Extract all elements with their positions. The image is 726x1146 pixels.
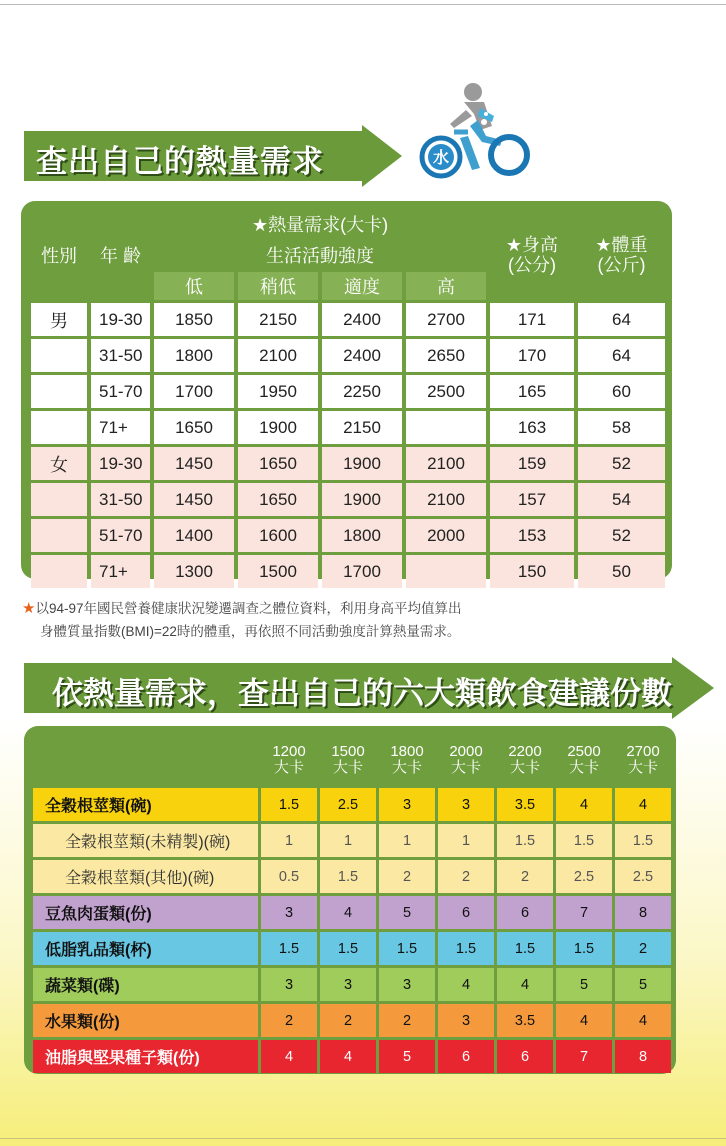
serving-value: 6 <box>438 1040 494 1073</box>
cell-high: 2000 <box>406 519 486 552</box>
table-row <box>33 860 671 893</box>
cell-sex <box>31 411 87 444</box>
food-group-name: 豆魚肉蛋類(份) <box>33 896 258 929</box>
food-group-name: 油脂與堅果種子類(份) <box>33 1040 258 1073</box>
section-title-banner <box>24 125 404 187</box>
cell-mod: 2250 <box>322 375 402 408</box>
food-group-name: 蔬菜類(碟) <box>33 968 258 1001</box>
serving-value: 1.5 <box>320 932 376 965</box>
serving-value: 3 <box>379 968 435 1001</box>
header-level: 高 <box>406 272 486 300</box>
calorie-requirement-table <box>21 201 672 579</box>
footnote-line-2: 身體質量指數(BMI)=22時的體重，再依照不同活動強度計算熱量需求。 <box>40 624 461 639</box>
serving-value: 1 <box>320 824 376 857</box>
cell-height: 165 <box>490 375 574 408</box>
kcal-unit: 大卡 <box>568 759 599 776</box>
kcal-unit: 大卡 <box>273 759 304 776</box>
cell-mod: 2150 <box>322 411 402 444</box>
cell-high: 2100 <box>406 483 486 516</box>
serving-value: 1 <box>261 824 317 857</box>
cell-low: 1650 <box>154 411 234 444</box>
cell-height: 171 <box>490 303 574 336</box>
header-weight: ★體重 (公斤) <box>578 210 665 300</box>
serving-value: 7 <box>556 1040 612 1073</box>
header-kcal-column <box>320 735 376 785</box>
cell-height: 150 <box>490 555 574 588</box>
cell-mod: 1700 <box>322 555 402 588</box>
serving-value: 4 <box>320 896 376 929</box>
serving-value: 2 <box>615 932 671 965</box>
cell-weight: 58 <box>578 411 665 444</box>
top-divider <box>0 4 726 5</box>
serving-value: 2 <box>438 860 494 893</box>
cell-weight: 54 <box>578 483 665 516</box>
serving-value: 2 <box>261 1004 317 1037</box>
serving-value: 5 <box>556 968 612 1001</box>
cell-mod: 2400 <box>322 303 402 336</box>
serving-value: 5 <box>379 896 435 929</box>
cell-height: 157 <box>490 483 574 516</box>
cell-low: 1400 <box>154 519 234 552</box>
kcal-value: 1200 <box>272 743 306 760</box>
table-row <box>33 896 671 929</box>
serving-value: 2.5 <box>320 788 376 821</box>
serving-value: 2 <box>320 1004 376 1037</box>
cell-weight: 64 <box>578 303 665 336</box>
kcal-unit: 大卡 <box>332 759 363 776</box>
cell-age: 19-30 <box>91 303 150 336</box>
header-energy: ★熱量需求(大卡) <box>154 210 486 238</box>
header-level: 低 <box>154 272 234 300</box>
header-kcal-column <box>379 735 435 785</box>
cell-age: 71+ <box>91 411 150 444</box>
cell-high: 2650 <box>406 339 486 372</box>
serving-value: 1.5 <box>556 824 612 857</box>
food-group-name: 水果類(份) <box>33 1004 258 1037</box>
cell-mlow: 1500 <box>238 555 318 588</box>
bottom-divider <box>0 1138 726 1139</box>
serving-value: 2.5 <box>615 860 671 893</box>
cell-mlow: 1900 <box>238 411 318 444</box>
serving-value: 4 <box>438 968 494 1001</box>
serving-value: 1.5 <box>556 932 612 965</box>
cell-age: 31-50 <box>91 483 150 516</box>
table-row <box>31 339 665 372</box>
serving-value: 6 <box>497 1040 553 1073</box>
serving-value: 5 <box>615 968 671 1001</box>
cell-height: 153 <box>490 519 574 552</box>
serving-value: 3 <box>438 1004 494 1037</box>
serving-value: 1.5 <box>497 932 553 965</box>
table-row <box>31 447 665 480</box>
header-height: ★身高 (公分) <box>490 210 574 300</box>
cell-high: 2500 <box>406 375 486 408</box>
serving-value: 4 <box>497 968 553 1001</box>
header-kcal-column <box>615 735 671 785</box>
table-row <box>31 411 665 444</box>
cell-low: 1850 <box>154 303 234 336</box>
serving-value: 5 <box>379 1040 435 1073</box>
table-row <box>31 375 665 408</box>
cell-weight: 50 <box>578 555 665 588</box>
cell-age: 51-70 <box>91 375 150 408</box>
serving-value: 2 <box>497 860 553 893</box>
food-group-name: 低脂乳品類(杯) <box>33 932 258 965</box>
food-group-name: 全穀根莖類(未精製)(碗) <box>33 824 258 857</box>
serving-value: 3.5 <box>497 1004 553 1037</box>
cell-height: 170 <box>490 339 574 372</box>
serving-value: 7 <box>556 896 612 929</box>
header-level: 適度 <box>322 272 402 300</box>
header-age: 年 齡 <box>91 210 150 300</box>
serving-value: 3 <box>261 896 317 929</box>
cell-mod: 1900 <box>322 447 402 480</box>
table-row <box>33 932 671 965</box>
serving-value: 4 <box>615 1004 671 1037</box>
table-row <box>33 788 671 821</box>
kcal-unit: 大卡 <box>450 759 481 776</box>
serving-value: 2 <box>379 1004 435 1037</box>
serving-value: 1.5 <box>320 860 376 893</box>
serving-value: 4 <box>261 1040 317 1073</box>
serving-value: 3 <box>438 788 494 821</box>
table-row <box>31 483 665 516</box>
cell-low: 1300 <box>154 555 234 588</box>
kcal-value: 1800 <box>390 743 424 760</box>
serving-value: 1 <box>438 824 494 857</box>
cell-sex <box>31 555 87 588</box>
food-group-name: 全穀根莖類(其他)(碗) <box>33 860 258 893</box>
serving-value: 1.5 <box>261 788 317 821</box>
kcal-value: 2700 <box>626 743 660 760</box>
serving-value: 1 <box>379 824 435 857</box>
header-kcal-column <box>261 735 317 785</box>
kcal-unit: 大卡 <box>509 759 540 776</box>
section-title-2: 依熱量需求，查出自己的六大類飲食建議份數 <box>52 676 672 711</box>
cell-sex <box>31 483 87 516</box>
kcal-value: 2500 <box>567 743 601 760</box>
serving-value: 1.5 <box>615 824 671 857</box>
kcal-value: 1500 <box>331 743 365 760</box>
kcal-unit: 大卡 <box>391 759 422 776</box>
cell-age: 51-70 <box>91 519 150 552</box>
serving-value: 4 <box>615 788 671 821</box>
header-blank <box>33 735 258 785</box>
cell-weight: 64 <box>578 339 665 372</box>
table-row <box>31 519 665 552</box>
serving-value: 3 <box>261 968 317 1001</box>
serving-value: 4 <box>556 1004 612 1037</box>
cell-low: 1450 <box>154 447 234 480</box>
serving-value: 4 <box>556 788 612 821</box>
cell-high <box>406 555 486 588</box>
cell-mlow: 2150 <box>238 303 318 336</box>
food-servings-table <box>24 726 676 1074</box>
section-title-banner-2 <box>24 657 714 719</box>
cell-low: 1800 <box>154 339 234 372</box>
cell-weight: 52 <box>578 447 665 480</box>
header-kcal-column <box>556 735 612 785</box>
kcal-value: 2200 <box>508 743 542 760</box>
cell-sex <box>31 375 87 408</box>
footnote <box>22 597 461 643</box>
cell-low: 1700 <box>154 375 234 408</box>
serving-value: 0.5 <box>261 860 317 893</box>
cell-mod: 1800 <box>322 519 402 552</box>
cell-high: 2100 <box>406 447 486 480</box>
star-icon: ★ <box>22 600 36 617</box>
kcal-unit: 大卡 <box>627 759 658 776</box>
serving-value: 6 <box>497 896 553 929</box>
cell-sex: 男 <box>31 303 87 336</box>
cell-weight: 60 <box>578 375 665 408</box>
cell-height: 163 <box>490 411 574 444</box>
table-row <box>31 555 665 588</box>
logo-text: 水 <box>432 148 450 167</box>
table-row <box>31 303 665 336</box>
cell-age: 31-50 <box>91 339 150 372</box>
serving-value: 2 <box>379 860 435 893</box>
header-activity: 生活活動強度 <box>154 241 486 269</box>
cell-age: 71+ <box>91 555 150 588</box>
cell-low: 1450 <box>154 483 234 516</box>
cell-age: 19-30 <box>91 447 150 480</box>
cell-sex <box>31 339 87 372</box>
food-group-name: 全穀根莖類(碗) <box>33 788 258 821</box>
cell-mod: 2400 <box>322 339 402 372</box>
serving-value: 1.5 <box>497 824 553 857</box>
serving-value: 4 <box>320 1040 376 1073</box>
serving-value: 1.5 <box>379 932 435 965</box>
serving-value: 8 <box>615 1040 671 1073</box>
cell-mlow: 1650 <box>238 447 318 480</box>
serving-value: 3 <box>379 788 435 821</box>
header-level: 稍低 <box>238 272 318 300</box>
table-row <box>33 1004 671 1037</box>
cell-sex: 女 <box>31 447 87 480</box>
serving-value: 3 <box>320 968 376 1001</box>
cyclist-logo <box>410 80 540 184</box>
serving-value: 1.5 <box>438 932 494 965</box>
footnote-line-1: 以94-97年國民營養健康狀況變遷調查之體位資料，利用身高平均值算出 <box>35 601 462 616</box>
header-kcal-column <box>497 735 553 785</box>
section-title: 查出自己的熱量需求 <box>36 144 324 179</box>
cell-high <box>406 411 486 444</box>
header-kcal-column <box>438 735 494 785</box>
table-row <box>33 968 671 1001</box>
cell-mlow: 1600 <box>238 519 318 552</box>
header-sex: 性別 <box>31 210 87 300</box>
cell-mod: 1900 <box>322 483 402 516</box>
serving-value: 1.5 <box>261 932 317 965</box>
cell-mlow: 2100 <box>238 339 318 372</box>
cell-mlow: 1650 <box>238 483 318 516</box>
cell-weight: 52 <box>578 519 665 552</box>
cell-high: 2700 <box>406 303 486 336</box>
serving-value: 2.5 <box>556 860 612 893</box>
table-row <box>33 824 671 857</box>
cell-sex <box>31 519 87 552</box>
serving-value: 6 <box>438 896 494 929</box>
cell-height: 159 <box>490 447 574 480</box>
kcal-value: 2000 <box>449 743 483 760</box>
serving-value: 3.5 <box>497 788 553 821</box>
cell-mlow: 1950 <box>238 375 318 408</box>
table-row <box>33 1040 671 1073</box>
serving-value: 8 <box>615 896 671 929</box>
